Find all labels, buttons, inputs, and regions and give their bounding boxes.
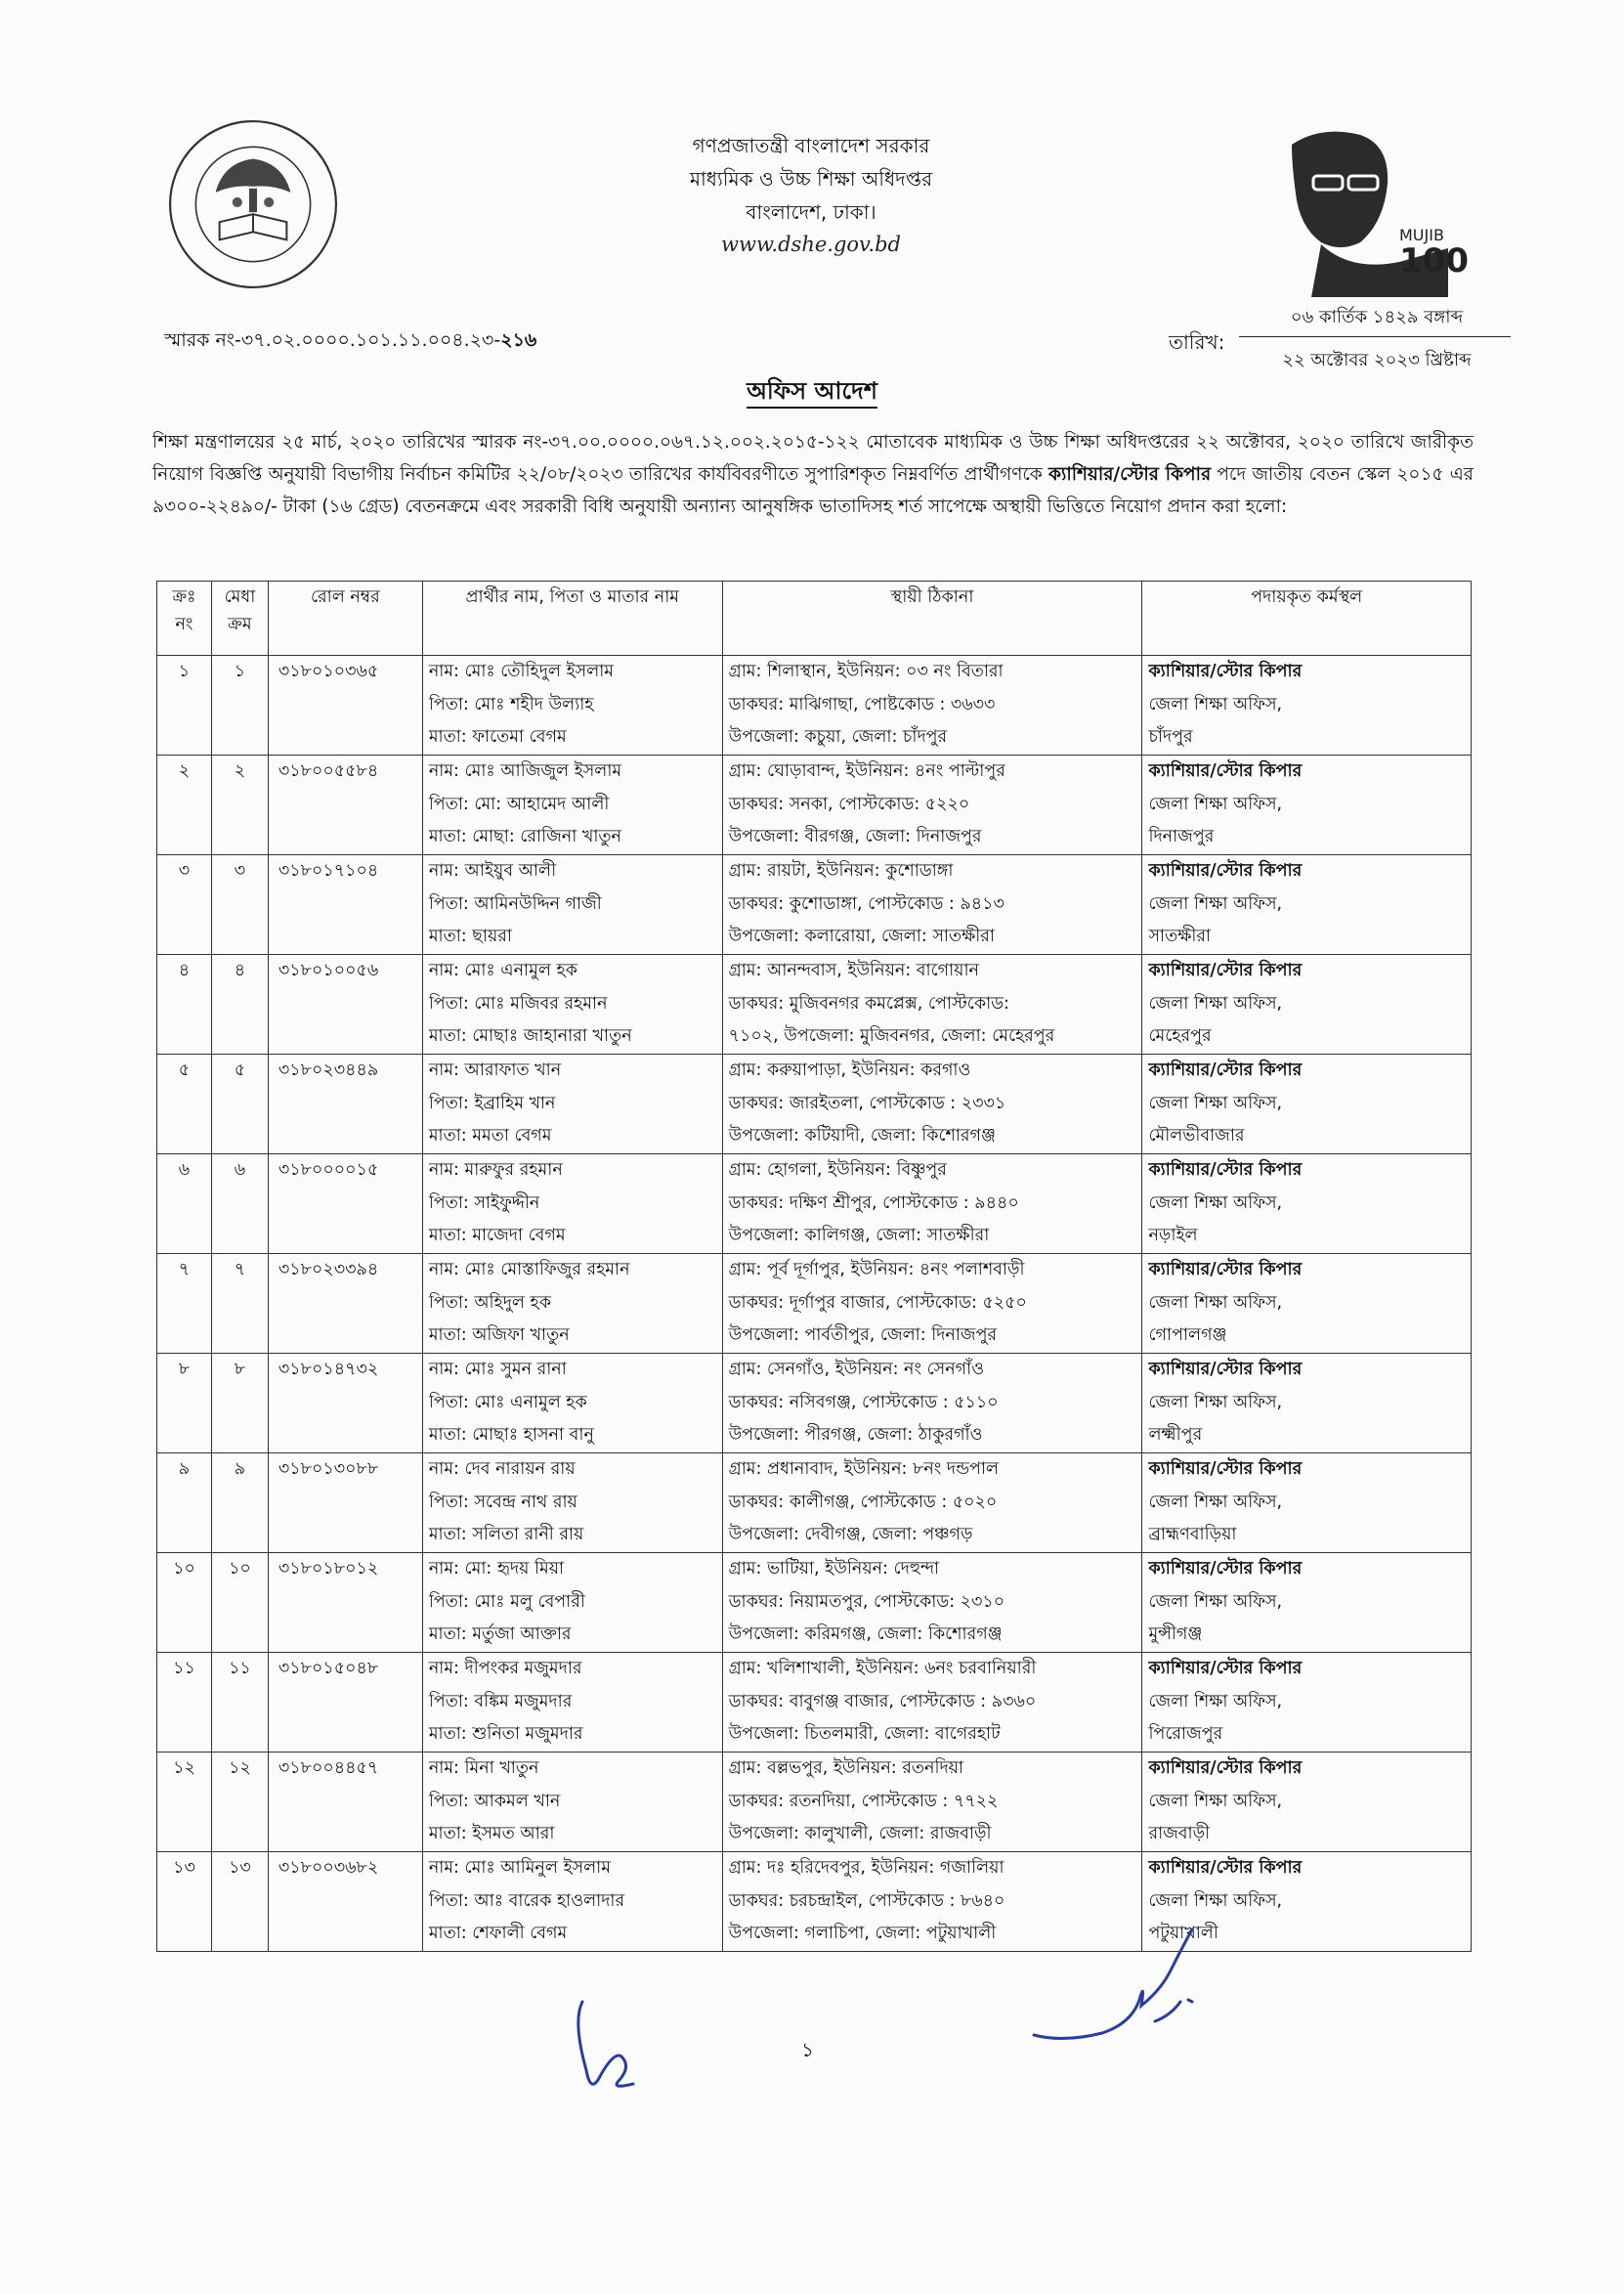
mother-name: মাতা: মোছাঃ হাসনা বানু [428, 1425, 594, 1445]
date-bangla: ০৬ কার্তিক ১৪২৯ বঙ্গাব্দ [1290, 307, 1464, 327]
cell-roll [268, 656, 422, 756]
posting-designation: ক্যাশিয়ার/স্টোর কিপার [1148, 1459, 1303, 1479]
cell-roll [268, 756, 422, 855]
mother-name: মাতা: মোছাঃ জাহানারা খাতুন [428, 1026, 632, 1046]
merit-value: ১১ [229, 1659, 251, 1678]
cell-roll [268, 1852, 422, 1952]
serial-value: ১ [178, 662, 191, 681]
cell-serial [157, 955, 212, 1055]
posting-office: জেলা শিক্ষা অফিস, [1148, 1691, 1283, 1711]
mother-name: মাতা: মমতা বেগম [428, 1126, 552, 1146]
posting-office: জেলা শিক্ষা অফিস, [1148, 993, 1283, 1014]
merit-value: ১৩ [229, 1858, 251, 1878]
address-village: গ্রাম: পূর্ব দূর্গাপুর, ইউনিয়ন: ৪নং পলাশবাড়ী [728, 1260, 1025, 1279]
cell-serial [157, 1254, 212, 1354]
cell-address [722, 1553, 1142, 1653]
cell-posting [1142, 1753, 1472, 1852]
signature-right [1024, 1912, 1229, 2068]
address-village: গ্রাম: প্রধানাবাদ, ইউনিয়ন: ৮নং দন্ডপাল [728, 1459, 1000, 1479]
address-postoffice: ডাকঘর: নসিবগঞ্জ, পোস্টকোড : ৫১১০ [728, 1392, 999, 1412]
posting-designation: ক্যাশিয়ার/স্টোর কিপার [1148, 1260, 1303, 1279]
posting-office: জেলা শিক্ষা অফিস, [1148, 1492, 1283, 1512]
merit-value: ১২ [229, 1758, 251, 1778]
cell-merit [211, 1453, 268, 1553]
posting-designation: ক্যাশিয়ার/স্টোর কিপার [1148, 761, 1303, 781]
mother-name: মাতা: শুনিতা মজুমদার [428, 1724, 583, 1744]
page-title [0, 373, 1624, 412]
cell-posting [1142, 855, 1472, 955]
cell-merit [211, 1553, 268, 1653]
table-row [157, 1753, 1472, 1852]
signature-left [563, 1963, 670, 2119]
address-upazila: উপজেলা: কটিয়াদী, জেলা: কিশোরগঞ্জ [728, 1126, 996, 1146]
address-postoffice: ডাকঘর: নিয়ামতপুর, পোস্টকোড: ২৩১০ [728, 1591, 1005, 1612]
posting-designation: ক্যাশিয়ার/স্টোর কিপার [1148, 1160, 1303, 1180]
mother-name: মাতা: সলিতা রানী রায় [428, 1525, 584, 1544]
address-village: গ্রাম: খলিশাখালী, ইউনিয়ন: ৬নং চরবানিয়ারী [728, 1659, 1037, 1678]
candidate-name: নাম: মোঃ সুমন রানা [428, 1360, 567, 1379]
date-divider [1239, 336, 1511, 337]
posting-district: মৌলভীবাজার [1148, 1126, 1245, 1146]
posting-district: নড়াইল [1148, 1226, 1198, 1245]
address-village: গ্রাম: হোগলা, ইউনিয়ন: বিষ্ণুপুর [728, 1160, 947, 1180]
posting-district: পিরোজপুর [1148, 1724, 1223, 1744]
cell-posting [1142, 1553, 1472, 1653]
paragraph-text-1: শিক্ষা মন্ত্রণালয়ের ২৫ মার্চ, ২০২০ তারিখের স্মারক নং-৩৭.০০.০০০০.০৬৭.১২.০০২.২০১৫-১২২ মোতাবেক মাধ্যমিক ও উচ্চ শিক্ষা অধিদপ্তরের ২২ অক্টোবর, ২০২০ তারিখে জারীকৃত নিয়োগ বিজ্ঞপ্তি অনুযায়ী বিভাগীয় নির্বাচন কমিটির ২২/০৮/২০২৩ তারিখের কার্যবিবরণীতে সুপারিশকৃত নিম্নবর্ণিত প্রার্থীগণকে [152, 432, 1474, 485]
father-name: পিতা: সাইফুদ্দীন [428, 1192, 540, 1213]
cell-merit [211, 656, 268, 756]
cell-candidate [422, 1354, 722, 1453]
cell-address [722, 1354, 1142, 1453]
table-row [157, 1453, 1472, 1553]
address-village: গ্রাম: শিলাস্থান, ইউনিয়ন: ০৩ নং বিতারা [728, 662, 1004, 681]
table-row [157, 855, 1472, 955]
cell-serial [157, 756, 212, 855]
cell-merit [211, 1254, 268, 1354]
cell-candidate [422, 1254, 722, 1354]
address-village: গ্রাম: ভাটিয়া, ইউনিয়ন: দেহুন্দা [728, 1559, 940, 1579]
cell-roll [268, 1354, 422, 1453]
address-postoffice: ডাকঘর: বাবুগঞ্জ বাজার, পোস্টকোড : ৯৩৬০ [728, 1691, 1037, 1711]
roll-value: ৩১৮০১৩০৮৮ [278, 1459, 379, 1479]
address-upazila: ৭১০২, উপজেলা: মুজিবনগর, জেলা: মেহেরপুর [728, 1026, 1055, 1046]
address-village: গ্রাম: সেনগাঁও, ইউনিয়ন: নং সেনগাঁও [728, 1360, 985, 1379]
mother-name: মাতা: মর্তুজা আক্তার [428, 1624, 572, 1644]
cell-roll [268, 1154, 422, 1254]
cell-candidate [422, 1753, 722, 1852]
table-header-row [157, 582, 1472, 656]
cell-address [722, 855, 1142, 955]
cell-serial [157, 1553, 212, 1653]
mother-name: মাতা: মোছা: রোজিনা খাতুন [428, 827, 621, 846]
cell-address [722, 1254, 1142, 1354]
address-upazila: উপজেলা: কচুয়া, জেলা: চাঁদপুর [728, 727, 948, 747]
mother-name: মাতা: মাজেদা বেগম [428, 1226, 566, 1245]
roll-value: ৩১৮০০৪৪৫৭ [278, 1758, 379, 1778]
address-postoffice: ডাকঘর: মাঝিগাছা, পোষ্টকোড : ৩৬৩৩ [728, 694, 996, 714]
cell-candidate [422, 955, 722, 1055]
serial-value: ১৩ [173, 1858, 195, 1878]
cell-roll [268, 1254, 422, 1354]
title-text: অফিস আদেশ [747, 377, 877, 409]
father-name: পিতা: আমিনউদ্দিন গাজী [428, 893, 602, 914]
serial-value: ২ [178, 761, 191, 781]
serial-value: ৪ [178, 961, 191, 980]
posting-designation: ক্যাশিয়ার/স্টোর কিপার [1148, 1559, 1303, 1579]
cell-roll [268, 855, 422, 955]
cell-roll [268, 1553, 422, 1653]
candidate-name: নাম: দীপংকর মজুমদার [428, 1659, 582, 1678]
cell-address [722, 756, 1142, 855]
cell-posting [1142, 955, 1472, 1055]
cell-posting [1142, 1254, 1472, 1354]
paragraph-post-name: ক্যাশিয়ার/স্টোর কিপার [1048, 464, 1212, 485]
table-row [157, 955, 1472, 1055]
table-row [157, 1154, 1472, 1254]
mother-name: মাতা: ছায়রা [428, 927, 512, 946]
posting-office: জেলা শিক্ষা অফিস, [1148, 1791, 1283, 1811]
cell-candidate [422, 855, 722, 955]
cell-candidate [422, 1852, 722, 1952]
father-name: পিতা: অহিদুল হক [428, 1292, 551, 1313]
posting-district: গোপালগঞ্জ [1148, 1325, 1227, 1345]
candidate-name: নাম: মোঃ তৌহিদুল ইসলাম [428, 662, 615, 681]
address-upazila: উপজেলা: পার্বতীপুর, জেলা: দিনাজপুর [728, 1325, 998, 1345]
posting-office: জেলা শিক্ষা অফিস, [1148, 694, 1283, 714]
posting-designation: ক্যাশিয়ার/স্টোর কিপার [1148, 1758, 1303, 1778]
posting-designation: ক্যাশিয়ার/স্টোর কিপার [1148, 1858, 1303, 1878]
address-upazila: উপজেলা: চিতলমারী, জেলা: বাগেরহাট [728, 1724, 1001, 1744]
merit-value: ১০ [229, 1559, 251, 1579]
cell-roll [268, 1653, 422, 1753]
cell-posting [1142, 1653, 1472, 1753]
table-row [157, 1852, 1472, 1952]
cell-roll [268, 1753, 422, 1852]
directorate-name: মাধ্যমিক ও উচ্চ শিক্ষা অধিদপ্তর [689, 167, 933, 191]
father-name: পিতা: বঙ্কিম মজুমদার [428, 1691, 573, 1711]
header-address: স্থায়ী ঠিকানা [722, 582, 1142, 656]
paragraph-text-2: পদে জাতীয় বেতন স্কেল ২০১৫ এর ৯৩০০-২২৪৯০/- টাকা (১৬ গ্রেড) বেতনক্রমে এবং সরকারী বিধি অনুযায়ী অন্যান্য আনুষঙ্গিক ভাতাদিসহ শর্ত সাপেক্ষে অস্থায়ী ভিত্তিতে নিয়োগ প্রদান করা হলো: [152, 464, 1474, 517]
address-upazila: উপজেলা: গলাচিপা, জেলা: পটুয়াখালী [728, 1924, 997, 1943]
mother-name: মাতা: ইসমত আরা [428, 1824, 555, 1843]
roll-value: ৩১৮০১৫০৪৮ [278, 1659, 379, 1678]
header-merit: মেধা ক্রম [211, 582, 268, 656]
cell-serial [157, 1653, 212, 1753]
posting-district: পটুয়াখালী [1148, 1924, 1218, 1943]
serial-value: ১০ [173, 1559, 195, 1579]
address-postoffice: ডাকঘর: দূর্গাপুর বাজার, পোস্টকোড: ৫২৫০ [728, 1292, 1027, 1313]
roll-value: ৩১৮০২৩৪৪৯ [278, 1060, 379, 1080]
cell-serial [157, 1453, 212, 1553]
cell-merit [211, 1354, 268, 1453]
merit-value: ৯ [234, 1459, 246, 1479]
cell-address [722, 1154, 1142, 1254]
cell-candidate [422, 656, 722, 756]
header-roll: রোল নম্বর [268, 582, 422, 656]
mujib-100-logo-icon [1253, 125, 1477, 301]
cell-posting [1142, 1154, 1472, 1254]
government-name: গণপ্রজাতন্ত্রী বাংলাদেশ সরকার [692, 134, 930, 157]
cell-serial [157, 1753, 212, 1852]
father-name: পিতা: মোঃ মজিবর রহমান [428, 993, 608, 1014]
cell-merit [211, 1753, 268, 1852]
address-postoffice: ডাকঘর: মুজিবনগর কমপ্লেক্স, পোস্টকোড: [728, 993, 1009, 1014]
serial-value: ৩ [178, 861, 191, 881]
cell-candidate [422, 1653, 722, 1753]
cell-address [722, 1453, 1142, 1553]
cell-candidate [422, 1154, 722, 1254]
cell-roll [268, 1453, 422, 1553]
page-number: ১ [801, 2038, 814, 2061]
roll-value: ৩১৮০১৪৭৩২ [278, 1360, 379, 1379]
posting-district: সাতক্ষীরা [1148, 927, 1212, 946]
svg-text:MUJIB: MUJIB [1399, 226, 1444, 244]
address-postoffice: ডাকঘর: চরচন্দ্রাইল, পোস্টকোড : ৮৬৪০ [728, 1890, 1005, 1911]
mother-name: মাতা: শেফালী বেগম [428, 1924, 568, 1943]
serial-value: ৯ [178, 1459, 191, 1479]
cell-posting [1142, 1055, 1472, 1154]
date-label: তারিখ: [1169, 330, 1225, 354]
cell-address [722, 1753, 1142, 1852]
cell-candidate [422, 1453, 722, 1553]
cell-roll [268, 1055, 422, 1154]
cell-merit [211, 1055, 268, 1154]
mother-name: মাতা: ফাতেমা বেগম [428, 727, 567, 747]
table-row [157, 756, 1472, 855]
roll-value: ৩১৮০০০০১৫ [278, 1160, 379, 1180]
candidate-name: নাম: মোঃ মোস্তাফিজুর রহমান [428, 1260, 630, 1279]
address-upazila: উপজেলা: পীরগঞ্জ, জেলা: ঠাকুরগাঁও [728, 1425, 983, 1445]
svg-text:100: 100 [1399, 241, 1469, 281]
cell-candidate [422, 1553, 722, 1653]
cell-roll [268, 955, 422, 1055]
posting-designation: ক্যাশিয়ার/স্টোর কিপার [1148, 1360, 1303, 1379]
father-name: পিতা: আঃ বারেক হাওলাদার [428, 1890, 625, 1911]
address-upazila: উপজেলা: বীরগঞ্জ, জেলা: দিনাজপুর [728, 827, 982, 846]
cell-candidate [422, 1055, 722, 1154]
merit-value: ৩ [234, 861, 246, 881]
location: বাংলাদেশ, ঢাকা। [746, 200, 876, 224]
address-postoffice: ডাকঘর: কুশোডাঙ্গা, পোস্টকোড : ৯৪১৩ [728, 893, 1004, 914]
merit-value: ৪ [234, 961, 246, 980]
header-name: প্রার্থীর নাম, পিতা ও মাতার নাম [422, 582, 722, 656]
cell-serial [157, 656, 212, 756]
posting-district: দিনাজপুর [1148, 827, 1215, 846]
address-postoffice: ডাকঘর: রতনদিয়া, পোস্টকোড : ৭৭২২ [728, 1791, 999, 1811]
cell-serial [157, 1852, 212, 1952]
father-name: পিতা: ইব্রাহিম খান [428, 1093, 556, 1113]
serial-value: ৮ [178, 1360, 191, 1379]
address-village: গ্রাম: রায়টা, ইউনিয়ন: কুশোডাঙ্গা [728, 861, 954, 881]
posting-designation: ক্যাশিয়ার/স্টোর কিপার [1148, 1659, 1303, 1678]
cell-merit [211, 1154, 268, 1254]
merit-value: ৮ [234, 1360, 246, 1379]
posting-office: জেলা শিক্ষা অফিস, [1148, 1890, 1283, 1911]
merit-value: ৬ [234, 1160, 246, 1180]
cell-merit [211, 1852, 268, 1952]
address-upazila: উপজেলা: কালিগঞ্জ, জেলা: সাতক্ষীরা [728, 1226, 990, 1245]
posting-district: মুন্সীগঞ্জ [1148, 1624, 1203, 1644]
posting-office: জেলা শিক্ষা অফিস, [1148, 1192, 1283, 1213]
posting-office: জেলা শিক্ষা অফিস, [1148, 1392, 1283, 1412]
address-village: গ্রাম: বল্লভপুর, ইউনিয়ন: রতনদিয়া [728, 1758, 964, 1778]
address-postoffice: ডাকঘর: সনকা, পোস্টকোড: ৫২২০ [728, 794, 970, 814]
address-upazila: উপজেলা: করিমগঞ্জ, জেলা: কিশোরগঞ্জ [728, 1624, 1003, 1644]
table-row [157, 1254, 1472, 1354]
address-village: গ্রাম: করুয়াপাড়া, ইউনিয়ন: করগাও [728, 1060, 971, 1080]
candidate-name: নাম: দেব নারায়ন রায় [428, 1459, 576, 1479]
cell-posting [1142, 1354, 1472, 1453]
education-logo-icon [164, 115, 342, 293]
father-name: পিতা: মো: আহামেদ আলী [428, 794, 610, 814]
memo-prefix: স্মারক নং-৩৭.০২.০০০০.১০১.১১.০০৪.২৩- [164, 329, 501, 351]
address-village: গ্রাম: ঘোড়াবান্দ, ইউনিয়ন: ৪নং পাল্টাপুর [728, 761, 1005, 781]
roll-value: ৩১৮০০৩৬৮২ [278, 1858, 379, 1878]
posting-district: চাঁদপুর [1148, 727, 1193, 747]
candidate-name: নাম: আরাফাত খান [428, 1060, 562, 1080]
address-upazila: উপজেলা: দেবীগঞ্জ, জেলা: পঞ্চগড় [728, 1525, 973, 1544]
posting-office: জেলা শিক্ষা অফিস, [1148, 1591, 1283, 1612]
posting-designation: ক্যাশিয়ার/স্টোর কিপার [1148, 861, 1303, 881]
roll-value: ৩১৮০২৩৩৯৪ [278, 1260, 379, 1279]
candidate-name: নাম: মোঃ আমিনুল ইসলাম [428, 1858, 611, 1878]
memo-serial: ২১৬ [500, 329, 537, 351]
posting-designation: ক্যাশিয়ার/স্টোর কিপার [1148, 1060, 1303, 1080]
cell-posting [1142, 1453, 1472, 1553]
serial-value: ১১ [173, 1659, 195, 1678]
cell-serial [157, 1055, 212, 1154]
cell-address [722, 656, 1142, 756]
address-postoffice: ডাকঘর: কালীগঞ্জ, পোস্টকোড : ৫০২০ [728, 1492, 998, 1512]
posting-office: জেলা শিক্ষা অফিস, [1148, 1093, 1283, 1113]
header-serial: ক্রঃ নং [157, 582, 212, 656]
posting-designation: ক্যাশিয়ার/স্টোর কিপার [1148, 961, 1303, 980]
cell-address [722, 1653, 1142, 1753]
table-row [157, 1653, 1472, 1753]
cell-merit [211, 756, 268, 855]
father-name: পিতা: মোঃ মলু বেপারী [428, 1591, 585, 1612]
serial-value: ৬ [178, 1160, 191, 1180]
table-row [157, 656, 1472, 756]
header-posting: পদায়কৃত কর্মস্থল [1142, 582, 1472, 656]
posting-district: মেহেরপুর [1148, 1026, 1212, 1046]
address-village: গ্রাম: দঃ হরিদেবপুর, ইউনিয়ন: গজালিয়া [728, 1858, 1004, 1878]
cell-candidate [422, 756, 722, 855]
cell-serial [157, 1354, 212, 1453]
address-village: গ্রাম: আনন্দবাস, ইউনিয়ন: বাগোয়ান [728, 961, 980, 980]
date-english: ২২ অক্টোবর ২০২৩ খ্রিষ্টাব্দ [1282, 350, 1472, 370]
merit-value: ২ [234, 761, 246, 781]
cell-serial [157, 855, 212, 955]
father-name: পিতা: মোঃ এনামুল হক [428, 1392, 587, 1412]
serial-value: ৫ [178, 1060, 191, 1080]
candidate-name: নাম: মিনা খাতুন [428, 1758, 539, 1778]
roll-value: ৩১৮০১৭১০৪ [278, 861, 379, 881]
serial-value: ৭ [178, 1260, 191, 1279]
table-body [157, 656, 1472, 1952]
address-upazila: উপজেলা: কলারোয়া, জেলা: সাতক্ষীরা [728, 927, 995, 946]
posting-district: ব্রাহ্মণবাড়িয়া [1148, 1525, 1237, 1544]
table-row [157, 1553, 1472, 1653]
posting-designation: ক্যাশিয়ার/স্টোর কিপার [1148, 662, 1303, 681]
roll-value: ৩১৮০০৫৫৮৪ [278, 761, 379, 781]
address-postoffice: ডাকঘর: জারইতলা, পোস্টকোড : ২৩৩১ [728, 1093, 1006, 1113]
posting-office: জেলা শিক্ষা অফিস, [1148, 893, 1283, 914]
cell-posting [1142, 756, 1472, 855]
table-row [157, 1055, 1472, 1154]
cell-address [722, 1055, 1142, 1154]
candidate-name: নাম: আইয়ুব আলী [428, 861, 557, 881]
address-upazila: উপজেলা: কালুখালী, জেলা: রাজবাড়ী [728, 1824, 992, 1843]
posting-district: লক্ষ্মীপুর [1148, 1425, 1203, 1445]
posting-district: রাজবাড়ী [1148, 1824, 1211, 1843]
address-postoffice: ডাকঘর: দক্ষিণ শ্রীপুর, পোস্টকোড : ৯৪৪০ [728, 1192, 1019, 1213]
memo-number [164, 326, 536, 358]
merit-value: ৫ [234, 1060, 246, 1080]
cell-posting [1142, 656, 1472, 756]
cell-merit [211, 1653, 268, 1753]
merit-value: ১ [234, 662, 246, 681]
candidate-name: নাম: মোঃ আজিজুল ইসলাম [428, 761, 622, 781]
candidate-name: নাম: মারুফুর রহমান [428, 1160, 563, 1180]
cell-merit [211, 855, 268, 955]
table-row [157, 1354, 1472, 1453]
cell-merit [211, 955, 268, 1055]
ministry-header [547, 129, 1075, 260]
merit-value: ৭ [234, 1260, 246, 1279]
order-paragraph [152, 426, 1474, 523]
father-name: পিতা: আকমল খান [428, 1791, 561, 1811]
father-name: পিতা: মোঃ শহীদ উল্যাহ [428, 694, 594, 714]
serial-value: ১২ [173, 1758, 195, 1778]
roll-value: ৩১৮০১০০৫৬ [278, 961, 379, 980]
roll-value: ৩১৮০১৮০১২ [278, 1559, 379, 1579]
posting-office: জেলা শিক্ষা অফিস, [1148, 1292, 1283, 1313]
candidate-name: নাম: মো: হৃদয় মিয়া [428, 1559, 565, 1579]
mother-name: মাতা: অজিফা খাতুন [428, 1325, 570, 1345]
roll-value: ৩১৮০১০৩৬৫ [278, 662, 379, 681]
posting-office: জেলা শিক্ষা অফিস, [1148, 794, 1283, 814]
father-name: পিতা: সবেন্দ্র নাথ রায় [428, 1492, 577, 1512]
cell-serial [157, 1154, 212, 1254]
cell-address [722, 955, 1142, 1055]
appointment-table [156, 581, 1472, 1952]
website-link[interactable]: www.dshe.gov.bd [721, 233, 901, 256]
candidate-name: নাম: মোঃ এনামুল হক [428, 961, 577, 980]
